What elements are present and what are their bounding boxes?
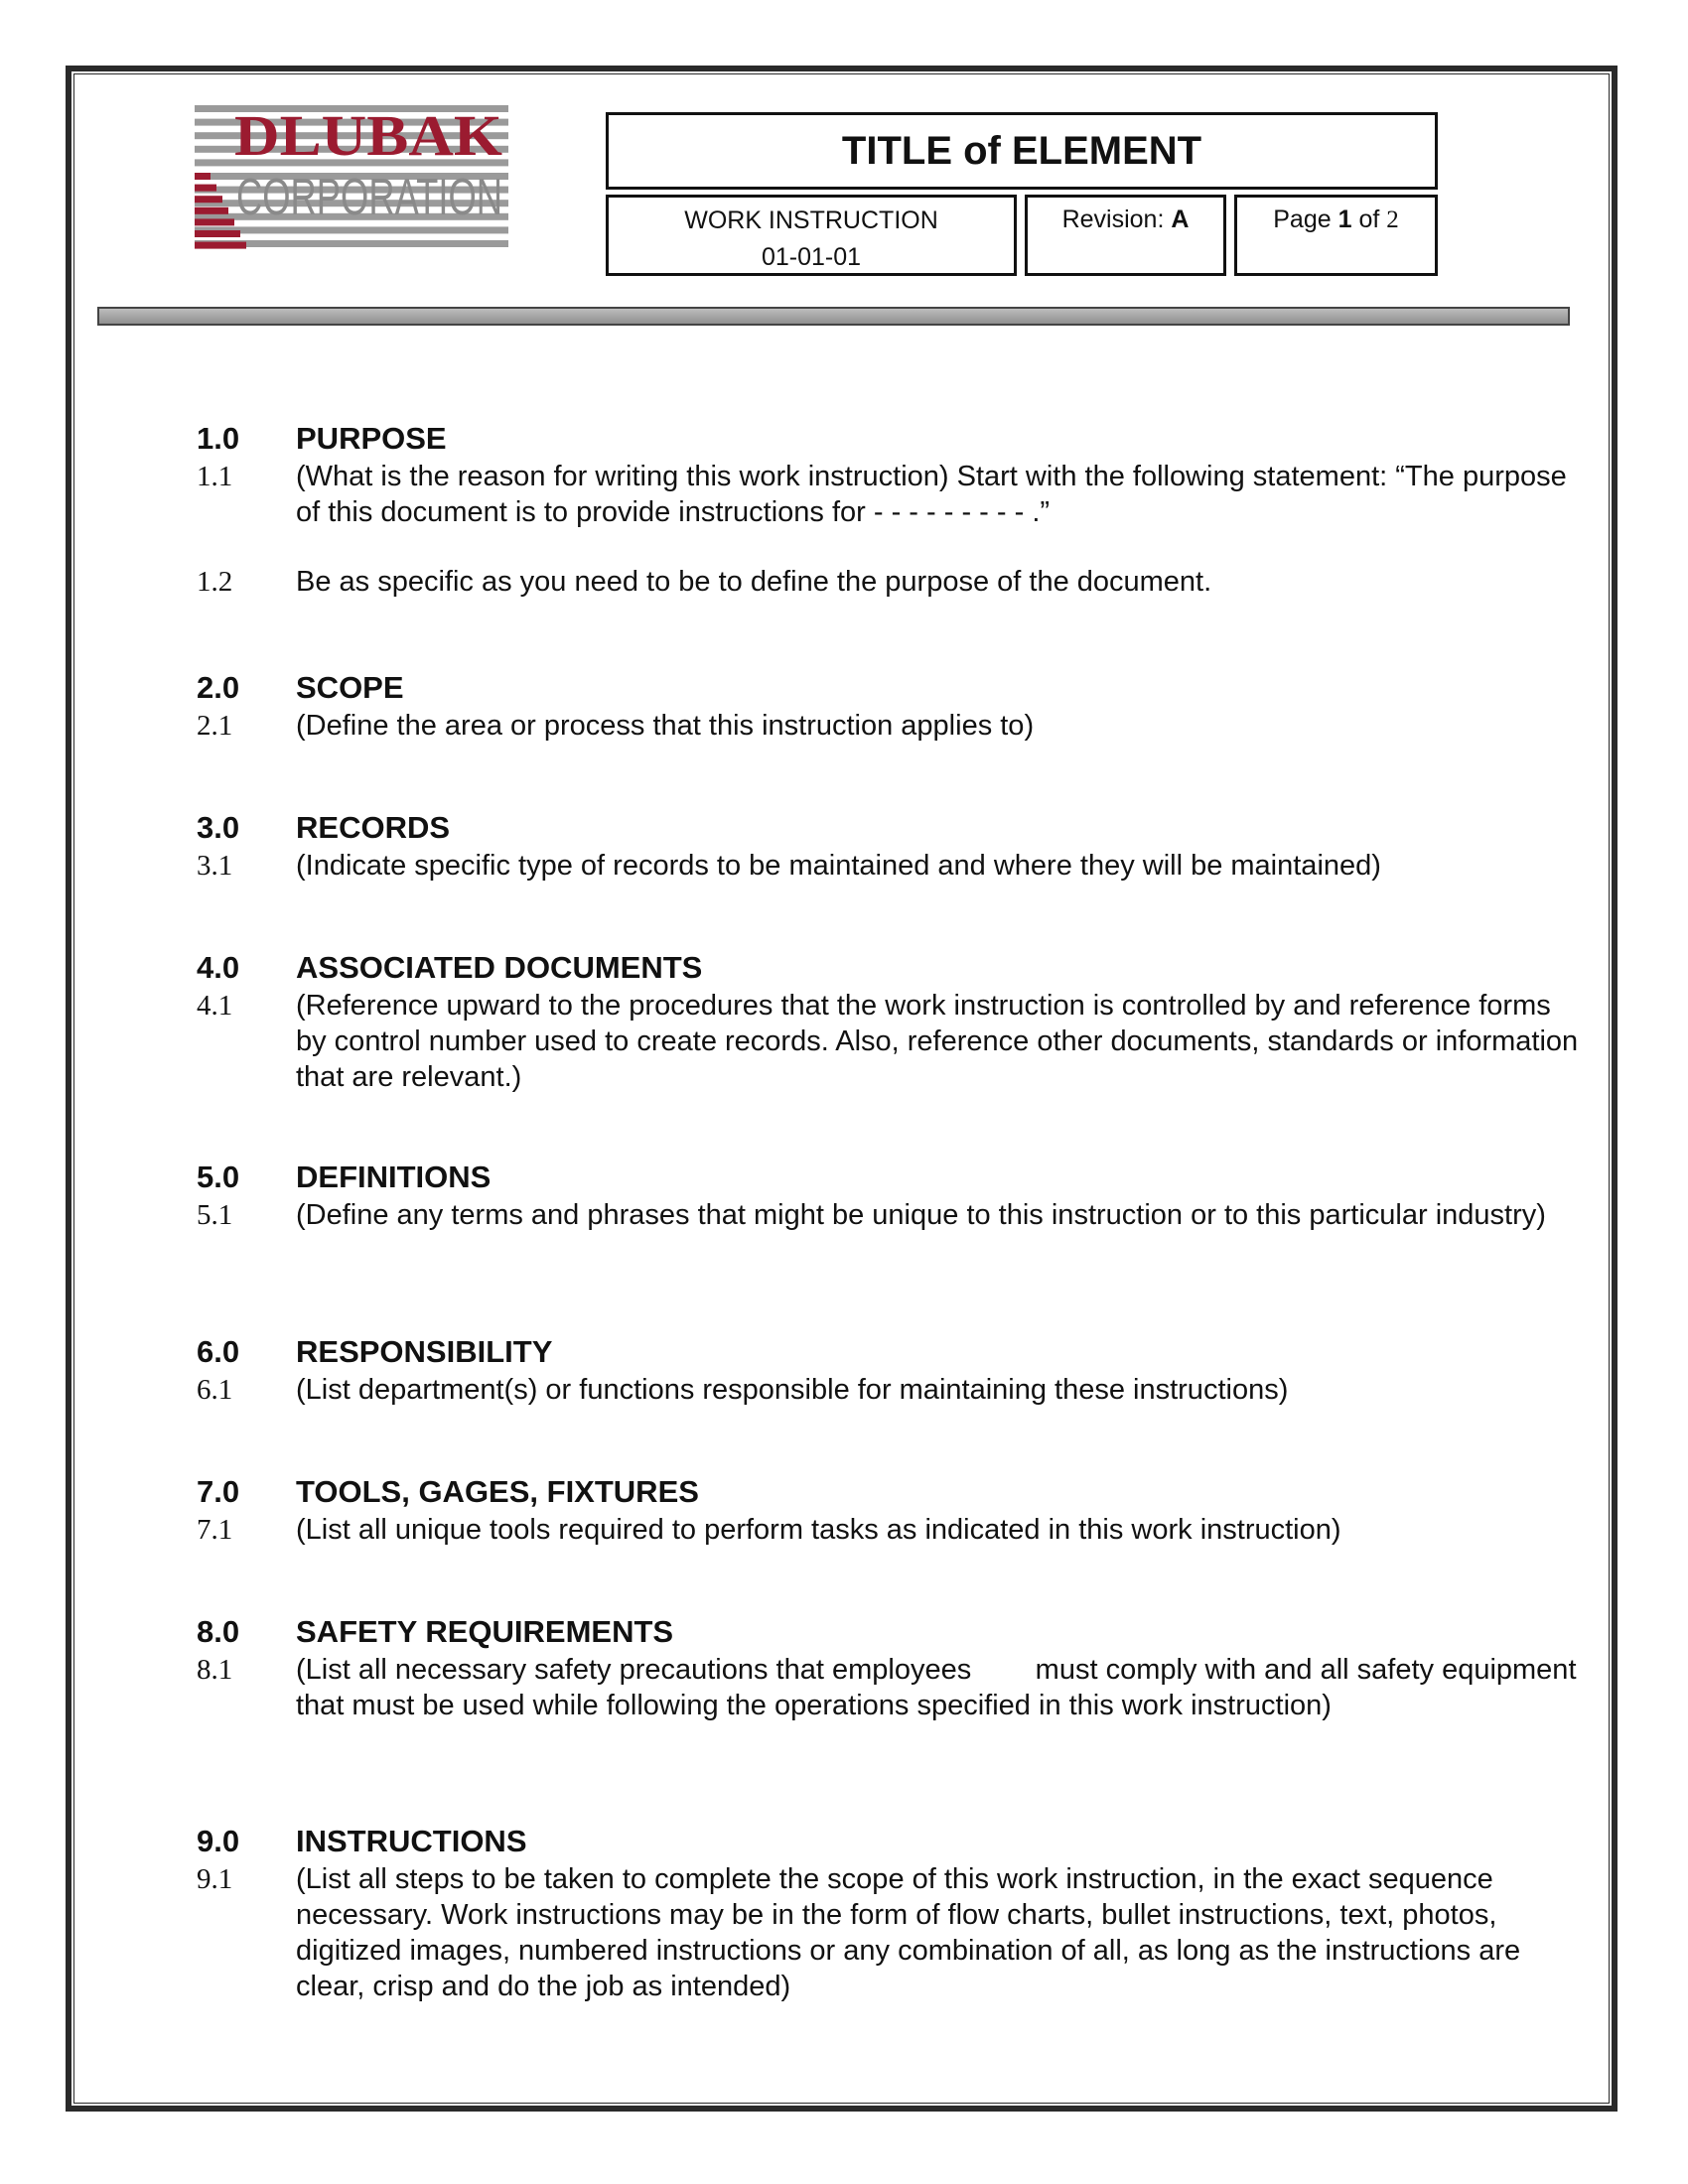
section-scope <box>197 670 1587 744</box>
section-number: 6.0 <box>197 1334 240 1369</box>
logo-step-bar <box>195 185 216 192</box>
page-of-label: of <box>1358 205 1380 233</box>
section-number: 8.0 <box>197 1614 240 1649</box>
document-type-box <box>606 195 1017 276</box>
svg-text:CORPORATION: CORPORATION <box>236 169 502 226</box>
section-title: SAFETY REQUIREMENTS <box>296 1614 674 1649</box>
logo-step-bar <box>195 173 211 180</box>
item-text: (List all necessary safety precautions that employees must comply with and all safety equipment that must be used while following the operations specified in this work instruction) <box>296 1654 1585 1721</box>
item-number: 1.1 <box>197 461 233 492</box>
page-number-box <box>1234 195 1438 276</box>
section-associated-documents <box>197 950 1587 1095</box>
section-number: 2.0 <box>197 670 240 705</box>
logo-step-bar <box>195 242 246 249</box>
item-number: 9.1 <box>197 1863 233 1895</box>
section-title: RESPONSIBILITY <box>296 1334 553 1369</box>
item-number: 5.1 <box>197 1199 233 1231</box>
section-number: 5.0 <box>197 1160 240 1194</box>
section-title: RECORDS <box>296 810 451 845</box>
section-tools-gages-fixtures <box>197 1474 1587 1548</box>
item-number: 6.1 <box>197 1374 233 1406</box>
document-number: 01-01-01 <box>761 243 862 271</box>
item-text: (What is the reason for writing this work instruction) Start with the following statement: “The purpose of this document is to provide instructions for - - - - - - - - - .” <box>296 461 1567 528</box>
item-number: 2.1 <box>197 710 233 742</box>
section-responsibility <box>197 1334 1587 1408</box>
section-records <box>197 810 1587 884</box>
document-type: WORK INSTRUCTION <box>684 206 938 234</box>
item-number: 7.1 <box>197 1514 233 1546</box>
item-number: 4.1 <box>197 990 233 1022</box>
item-text: (Define any terms and phrases that might be unique to this instruction or to this particular industry) <box>296 1199 1546 1231</box>
svg-text:DLUBAK: DLUBAK <box>234 103 502 168</box>
section-title: PURPOSE <box>296 421 447 456</box>
revision-value: A <box>1171 205 1190 233</box>
company-logo <box>195 103 508 253</box>
section-title: TOOLS, GAGES, FIXTURES <box>296 1474 699 1509</box>
item-number: 8.1 <box>197 1654 233 1686</box>
revision-box <box>1025 195 1226 276</box>
section-definitions <box>197 1160 1587 1233</box>
item-text: (Reference upward to the procedures that the work instruction is controlled by and reference forms by control number used to create records. Also, reference other documents, standards or information that are relevant.) <box>296 990 1579 1093</box>
section-number: 9.0 <box>197 1824 240 1858</box>
item-text: (List department(s) or functions responsible for maintaining these instructions) <box>296 1374 1289 1406</box>
header-divider <box>97 307 1570 326</box>
section-safety-requirements <box>197 1614 1587 1723</box>
logo-step-bar <box>195 218 234 225</box>
page-current: 1 <box>1337 205 1352 233</box>
logo-step-bar <box>195 196 222 203</box>
section-number: 7.0 <box>197 1474 240 1509</box>
item-number: 1.2 <box>197 566 233 598</box>
document-title: TITLE of ELEMENT <box>606 112 1438 190</box>
item-text: (Indicate specific type of records to be maintained and where they will be maintained) <box>296 850 1381 882</box>
section-number: 4.0 <box>197 950 240 985</box>
section-instructions <box>197 1824 1587 2004</box>
section-title: INSTRUCTIONS <box>296 1824 527 1858</box>
item-number: 3.1 <box>197 850 233 882</box>
page-total: 2 <box>1386 206 1399 233</box>
section-title: SCOPE <box>296 670 404 705</box>
section-title: ASSOCIATED DOCUMENTS <box>296 950 703 985</box>
page-label: Page <box>1273 205 1332 233</box>
revision-label: Revision: <box>1061 205 1165 233</box>
section-number: 1.0 <box>197 421 240 456</box>
section-number: 3.0 <box>197 810 240 845</box>
logo-stripe <box>195 226 508 233</box>
logo-step-bar <box>195 207 228 214</box>
item-text: (Define the area or process that this instruction applies to) <box>296 710 1035 742</box>
item-text: Be as specific as you need to be to define the purpose of the document. <box>296 566 1212 598</box>
section-title: DEFINITIONS <box>296 1160 492 1194</box>
item-text: (List all unique tools required to perform tasks as indicated in this work instruction) <box>296 1514 1341 1546</box>
item-text: (List all steps to be taken to complete the scope of this work instruction, in the exact sequence necessary. Work instructions may be in the form of flow charts, bullet instructions, text, photos, digitized images, numbered instructions or any combination of all, as long as the instructions are clear, crisp and do the job as intended) <box>296 1863 1521 2002</box>
logo-step-bar <box>195 230 240 237</box>
section-purpose <box>197 421 1587 600</box>
